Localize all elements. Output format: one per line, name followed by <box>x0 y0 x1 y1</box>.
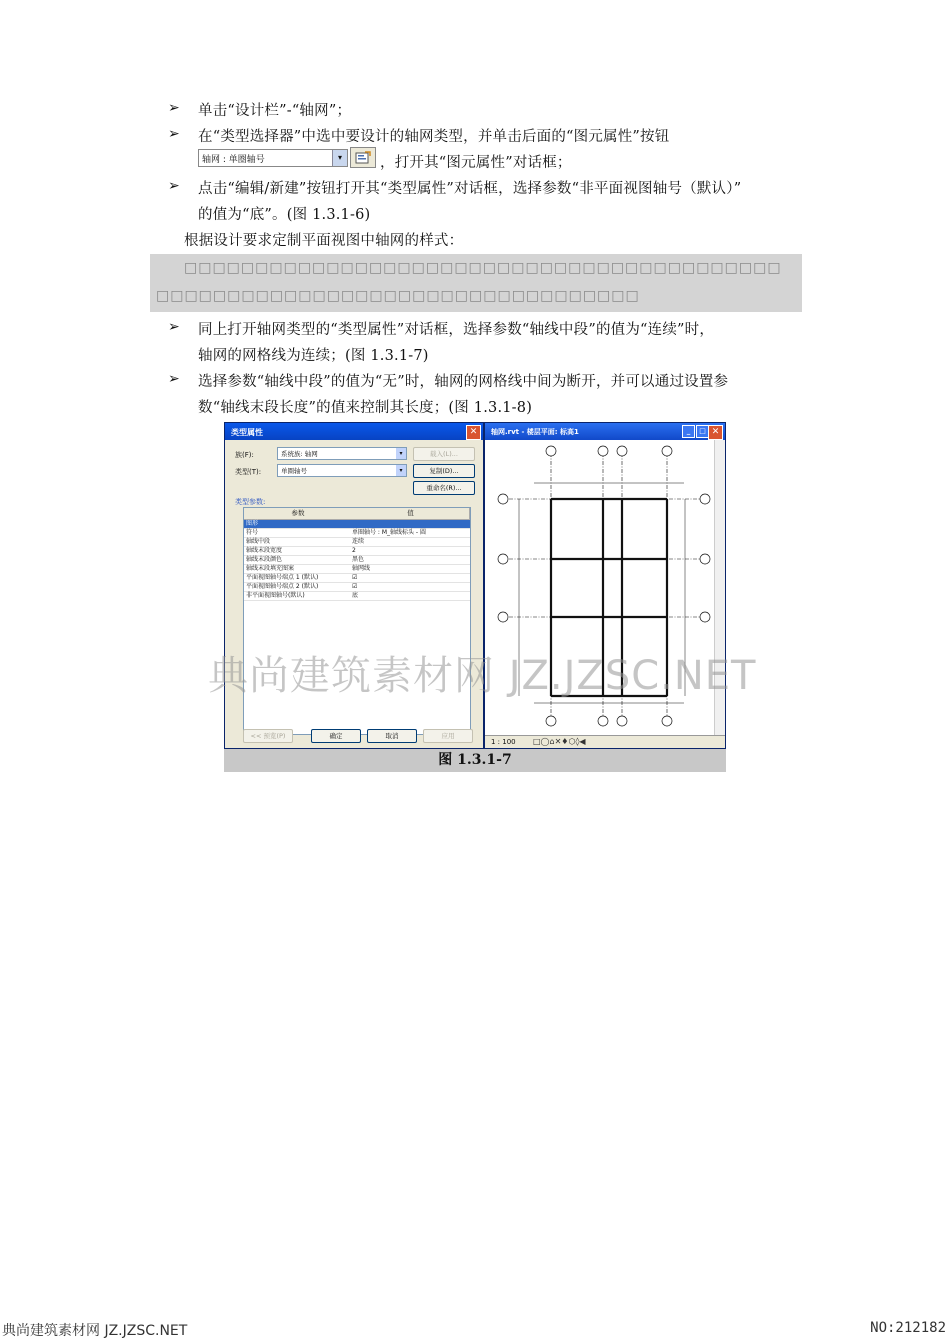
type-selector-combo[interactable] <box>198 149 348 167</box>
param-value[interactable]: 单圈轴号 : M_轴线标头 - 圆 <box>352 529 426 536</box>
step-3-text-cont: 的值为“底”。(图 1.3.1-6) <box>198 207 371 223</box>
type-label: 类型(T): <box>235 468 262 476</box>
cad-titlebar <box>485 423 725 440</box>
watermark-text: 典尚建筑素材网 JZ.JZSC.NET <box>208 653 757 699</box>
cad-title: 轴网.rvt - 楼层平面: 标高1 <box>491 428 579 436</box>
param-name: 轴线末段颜色 <box>246 556 283 563</box>
step-5-text: 选择参数“轴线中段”的值为“无”时，轴网的网格线中间为断开，并可以通过设置参 <box>198 374 729 390</box>
step-4-text-cont: 轴网的网格线为连续；(图 1.3.1-7) <box>198 348 429 364</box>
step-4-text: 同上打开轴网类型的“类型属性”对话框，选择参数“轴线中段”的值为“连续”时， <box>198 322 715 338</box>
family-value: 系统族: 轴网 <box>281 450 318 458</box>
param-name: 轴线中段 <box>246 538 271 545</box>
type-params-label: 类型参数: <box>235 498 266 506</box>
step-1-text: 单击“设计栏”-“轴网”； <box>198 103 352 119</box>
param-name: 平面视图轴号端点 2 (默认) <box>246 583 319 590</box>
load-button[interactable]: 载入(L)... <box>413 447 475 461</box>
step-3-text: 点击“编辑/新建”按钮打开其“类型属性”对话框，选择参数“非平面视图轴号（默认）” <box>198 181 742 197</box>
cad-statusbar <box>485 735 725 748</box>
dialog-titlebar <box>225 423 483 440</box>
param-name: 非平面视图轴号(默认) <box>246 592 305 599</box>
family-combo[interactable] <box>277 447 407 460</box>
param-value[interactable]: 黑色 <box>352 556 365 563</box>
maximize-icon[interactable]: □ <box>696 425 709 438</box>
figure-caption: 图 1.3.1-7 <box>224 749 726 772</box>
ok-button[interactable]: 确定 <box>311 729 361 743</box>
param-value[interactable]: 轴网线 <box>352 565 371 572</box>
type-value: 单圈轴号 <box>281 467 307 475</box>
step-2-text-cont: ，打开其“图元属性”对话框； <box>380 155 572 171</box>
table-row[interactable] <box>244 538 470 547</box>
param-value[interactable]: ☑ <box>352 583 358 590</box>
param-name: 符号 <box>246 529 259 536</box>
table-row[interactable] <box>244 592 470 601</box>
duplicate-button[interactable]: 复制(D)... <box>413 464 475 478</box>
step-2-text: 在“类型选择器”中选中要设计的轴网类型，并单击后面的“图元属性”按钮 <box>198 129 670 145</box>
param-name: 轴线末段宽度 <box>246 547 283 554</box>
bullet-glyph: ➢ <box>168 100 180 116</box>
bullet-glyph: ➢ <box>168 319 180 335</box>
highlight-box <box>150 254 802 312</box>
col-value-header: 值 <box>352 508 470 520</box>
view-control-icons[interactable]: □◯⌂✕♦⬡◊◀ <box>533 737 586 746</box>
param-name: 图形 <box>246 520 259 527</box>
param-value[interactable]: 连续 <box>352 538 365 545</box>
close-icon[interactable]: ✕ <box>466 425 481 440</box>
footer-number: NO:212182 <box>870 1320 946 1336</box>
table-row[interactable] <box>244 574 470 583</box>
properties-icon <box>355 151 371 164</box>
placeholder-glyph-row: □□□□□□□□□□□□□□□□□□□□□□□□□□□□□□□□□□□□□□□□□□ <box>184 260 782 276</box>
cancel-button[interactable]: 取消 <box>367 729 417 743</box>
chevron-down-icon[interactable]: ▾ <box>332 150 347 166</box>
chevron-down-icon[interactable]: ▾ <box>396 465 406 476</box>
close-icon[interactable]: ✕ <box>708 425 723 440</box>
table-row[interactable] <box>244 520 470 529</box>
rename-button[interactable]: 重命名(R)... <box>413 481 475 495</box>
param-value[interactable]: 2 <box>352 547 356 554</box>
footer-site-name: 典尚建筑素材网 JZ.JZSC.NET <box>2 1323 188 1339</box>
type-selector-value: 轴网 : 单圈轴号 <box>202 155 265 165</box>
table-row[interactable] <box>244 556 470 565</box>
param-value[interactable]: 底 <box>352 592 359 599</box>
bullet-glyph: ➢ <box>168 371 180 387</box>
intro-text: 根据设计要求定制平面视图中轴网的样式： <box>184 233 464 249</box>
figure <box>224 422 726 772</box>
apply-button[interactable]: 应用 <box>423 729 473 743</box>
param-value[interactable]: ☑ <box>352 574 358 581</box>
table-row[interactable] <box>244 583 470 592</box>
bullet-glyph: ➢ <box>168 126 180 142</box>
family-label: 族(F): <box>235 451 254 459</box>
col-param-header: 参数 <box>244 508 353 520</box>
type-combo[interactable] <box>277 464 407 477</box>
preview-button[interactable]: << 预览(P) <box>243 729 293 743</box>
table-row[interactable] <box>244 529 470 538</box>
chevron-down-icon[interactable]: ▾ <box>396 448 406 459</box>
table-row[interactable] <box>244 565 470 574</box>
table-row[interactable] <box>244 547 470 556</box>
param-name: 轴线末段填充图案 <box>246 565 295 572</box>
view-scale[interactable]: 1 : 100 <box>491 738 516 746</box>
param-name: 平面视图轴号端点 1 (默认) <box>246 574 319 581</box>
minimize-icon[interactable]: _ <box>682 425 695 438</box>
step-5-text-cont: 数“轴线末段长度”的值来控制其长度；(图 1.3.1-8) <box>198 400 533 416</box>
dialog-title: 类型属性 <box>231 428 263 437</box>
element-properties-button[interactable] <box>350 147 376 168</box>
placeholder-glyph-row: □□□□□□□□□□□□□□□□□□□□□□□□□□□□□□□□□□ <box>156 288 640 304</box>
bullet-glyph: ➢ <box>168 178 180 194</box>
